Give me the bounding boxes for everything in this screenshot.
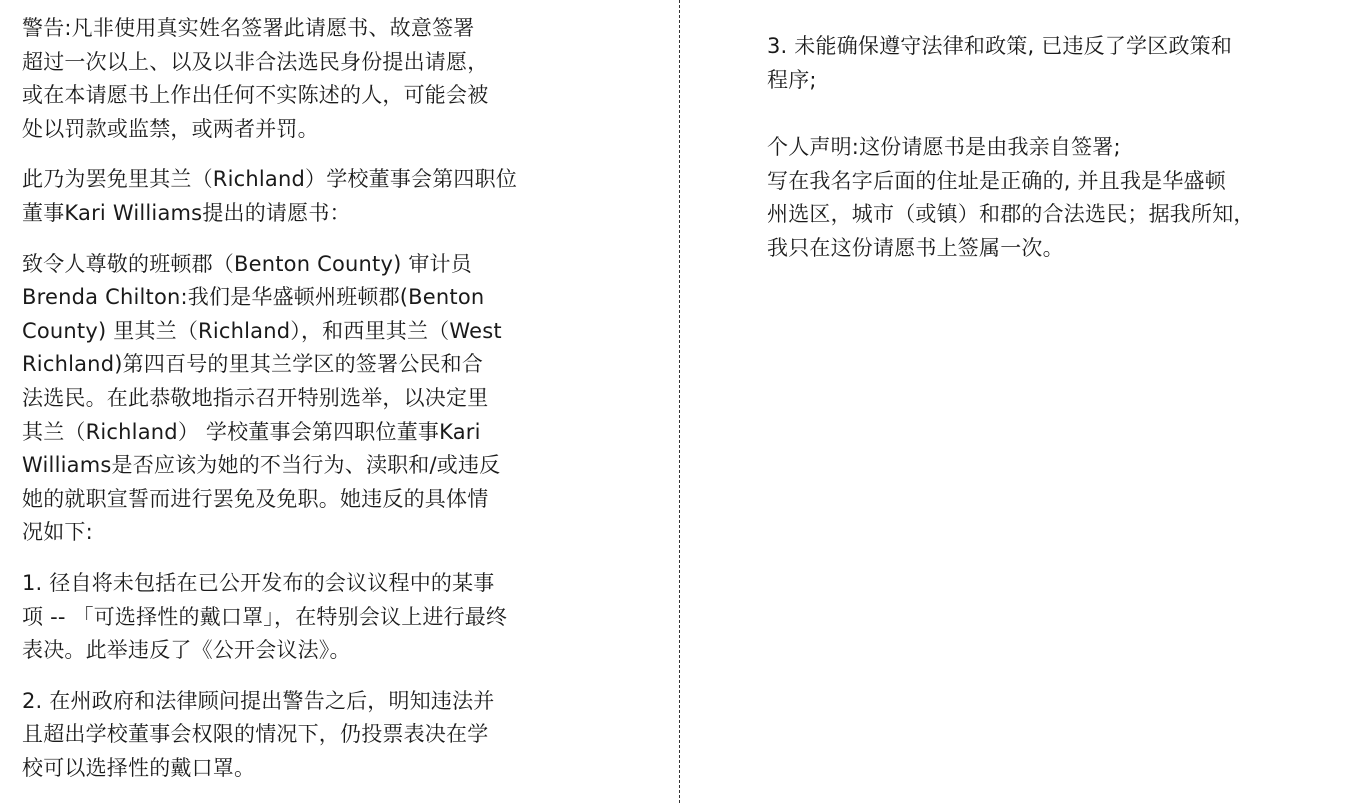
violation-line: 3. 未能确保遵守法律和政策, 已违反了学区政策和 bbox=[767, 34, 1233, 58]
violation-line: 程序; bbox=[767, 67, 817, 92]
address-line: Richland)第四百号的里其兰学区的签署公民和合 bbox=[22, 352, 484, 377]
petition-title-paragraph bbox=[22, 163, 632, 230]
violation-line: 校可以选择性的戴口罩。 bbox=[22, 755, 256, 780]
warning-paragraph bbox=[22, 12, 632, 146]
petition-title-line: 董事Kari Williams提出的请愿书： bbox=[22, 200, 351, 225]
address-line: 她的就职宣誓而进行罢免及免职。她违反的具体情 bbox=[22, 486, 489, 511]
warning-line: 警告:凡非使用真实姓名签署此请愿书、故意签署 bbox=[22, 16, 475, 40]
right-column bbox=[767, 30, 1352, 266]
address-line: County) 里其兰（Richland），和西里其兰（West bbox=[22, 318, 502, 343]
column-divider bbox=[679, 0, 680, 803]
left-column bbox=[22, 12, 632, 785]
address-line: 致令人尊敬的班顿郡（Benton County) 审计员 bbox=[22, 251, 472, 276]
address-paragraph bbox=[22, 248, 632, 550]
violation-item-2 bbox=[22, 685, 632, 786]
violation-item-3 bbox=[767, 30, 1352, 97]
violation-line: 项 -- 「可选择性的戴口罩」，在特别会议上进行最终 bbox=[22, 604, 508, 629]
petition-title-line: 此乃为罢免里其兰（Richland）学校董事会第四职位 bbox=[22, 167, 518, 192]
warning-line: 超过一次以上、以及以非合法选民身份提出请愿， bbox=[22, 49, 489, 74]
declaration-line: 写在我名字后面的住址是正确的, 并且我是华盛顿 bbox=[767, 168, 1226, 193]
violation-line: 2. 在州政府和法律顾问提出警告之后，明知违法并 bbox=[22, 688, 495, 713]
declaration-line: 个人声明:这份请愿书是由我亲自签署; bbox=[767, 135, 1121, 160]
violation-line: 且超出学校董事会权限的情况下，仍投票表决在学 bbox=[22, 722, 489, 747]
declaration-line: 我只在这份请愿书上签属一次。 bbox=[767, 235, 1064, 260]
paragraph-spacer bbox=[767, 97, 1352, 131]
warning-line: 或在本请愿书上作出任何不实陈述的人，可能会被 bbox=[22, 83, 489, 108]
warning-line: 处以罚款或监禁，或两者并罚。 bbox=[22, 116, 319, 141]
address-line: Williams是否应该为她的不当行为、渎职和/或违反 bbox=[22, 453, 501, 478]
violation-item-1 bbox=[22, 567, 632, 668]
declaration-paragraph bbox=[767, 131, 1352, 265]
address-line: 况如下: bbox=[22, 520, 93, 545]
violation-line: 1. 径自将未包括在已公开发布的会议议程中的某事 bbox=[22, 570, 495, 595]
address-line: Brenda Chilton:我们是华盛顿州班顿郡(Benton bbox=[22, 285, 485, 310]
address-line: 其兰（Richland） 学校董事会第四职位董事Kari bbox=[22, 419, 481, 444]
violation-line: 表决。此举违反了《公开会议法》。 bbox=[22, 638, 351, 663]
declaration-line: 州选区，城市（或镇）和郡的合法选民；据我所知， bbox=[767, 202, 1255, 227]
address-line: 法选民。在此恭敬地指示召开特别选举，以决定里 bbox=[22, 385, 489, 410]
